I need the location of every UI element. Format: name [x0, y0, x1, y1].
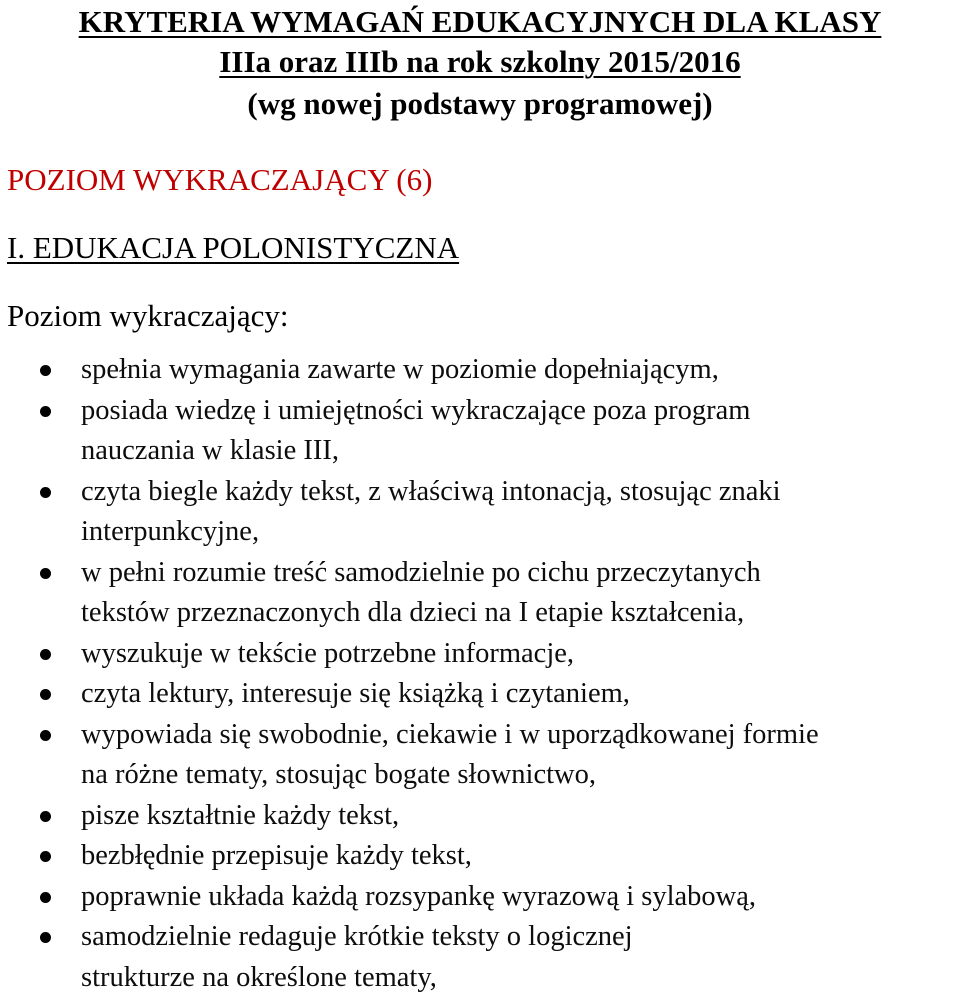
bullet-icon — [40, 487, 51, 498]
requirement-item — [0, 634, 960, 675]
requirement-item — [0, 350, 960, 391]
requirement-item — [0, 391, 960, 472]
bullet-icon — [40, 932, 51, 943]
requirement-item — [0, 836, 960, 877]
requirement-text-line: na różne tematy, stosując bogate słownictwo, — [81, 759, 596, 790]
requirement-text-line: tekstów przeznaczonych dla dzieci na I etapie kształcenia, — [81, 597, 745, 628]
requirement-item — [0, 674, 960, 715]
document-title-line-1: KRYTERIA WYMAGAŃ EDUKACYJNYCH DLA KLASY — [78, 4, 882, 39]
requirement-item — [0, 796, 960, 837]
requirement-text-line: czyta biegle każdy tekst, z właściwą intonacją, stosując znaki — [81, 475, 781, 507]
bullet-icon — [40, 730, 51, 741]
bullet-icon — [40, 649, 51, 660]
requirement-text-line: nauczania w klasie III, — [81, 435, 339, 466]
requirement-text-line: spełnia wymagania zawarte w poziomie dopełniającym, — [81, 354, 719, 385]
bullet-icon — [40, 892, 51, 903]
bullet-icon — [40, 689, 51, 700]
requirement-text-line: czyta lektury, interesuje się książką i czytaniem, — [81, 678, 630, 709]
requirement-text-line: strukturze na określone tematy, — [81, 961, 437, 993]
requirement-text-line: wypowiada się swobodnie, ciekawie i w uporządkowanej formie — [81, 718, 819, 750]
bullet-icon — [40, 365, 51, 376]
requirement-text-line: w pełni rozumie treść samodzielnie po cichu przeczytanych — [81, 556, 761, 588]
requirements-list — [0, 350, 960, 998]
document-title-line-2: IIIa oraz IIIb na rok szkolny 2015/2016 — [219, 44, 741, 79]
bullet-icon — [40, 811, 51, 822]
bullet-icon — [40, 851, 51, 862]
document-title-line-3: (wg nowej podstawy programowej) — [247, 86, 713, 121]
bullet-icon — [40, 568, 51, 579]
level-subheading: Poziom wykraczający: — [7, 298, 289, 333]
requirement-item — [0, 472, 960, 553]
requirement-text-line: samodzielnie redaguje krótkie teksty o logicznej — [81, 921, 633, 952]
requirement-item — [0, 553, 960, 634]
section-heading: I. EDUKACJA POLONISTYCZNA — [7, 230, 460, 265]
requirement-item — [0, 877, 960, 918]
requirement-text-line: pisze kształtnie każdy tekst, — [81, 799, 400, 831]
requirement-item — [0, 917, 960, 998]
requirement-item — [0, 715, 960, 796]
requirement-text-line: wyszukuje w tekście potrzebne informacje, — [81, 637, 575, 669]
requirement-text-line: posiada wiedzę i umiejętności wykraczające poza program — [81, 394, 751, 426]
requirement-text-line: bezbłędnie przepisuje każdy tekst, — [81, 840, 472, 871]
bullet-icon — [40, 406, 51, 417]
requirement-text-line: poprawnie układa każdą rozsypankę wyrazową i sylabową, — [81, 880, 757, 912]
level-heading: POZIOM WYKRACZAJĄCY (6) — [7, 162, 433, 197]
requirement-text-line: interpunkcyjne, — [81, 516, 260, 547]
